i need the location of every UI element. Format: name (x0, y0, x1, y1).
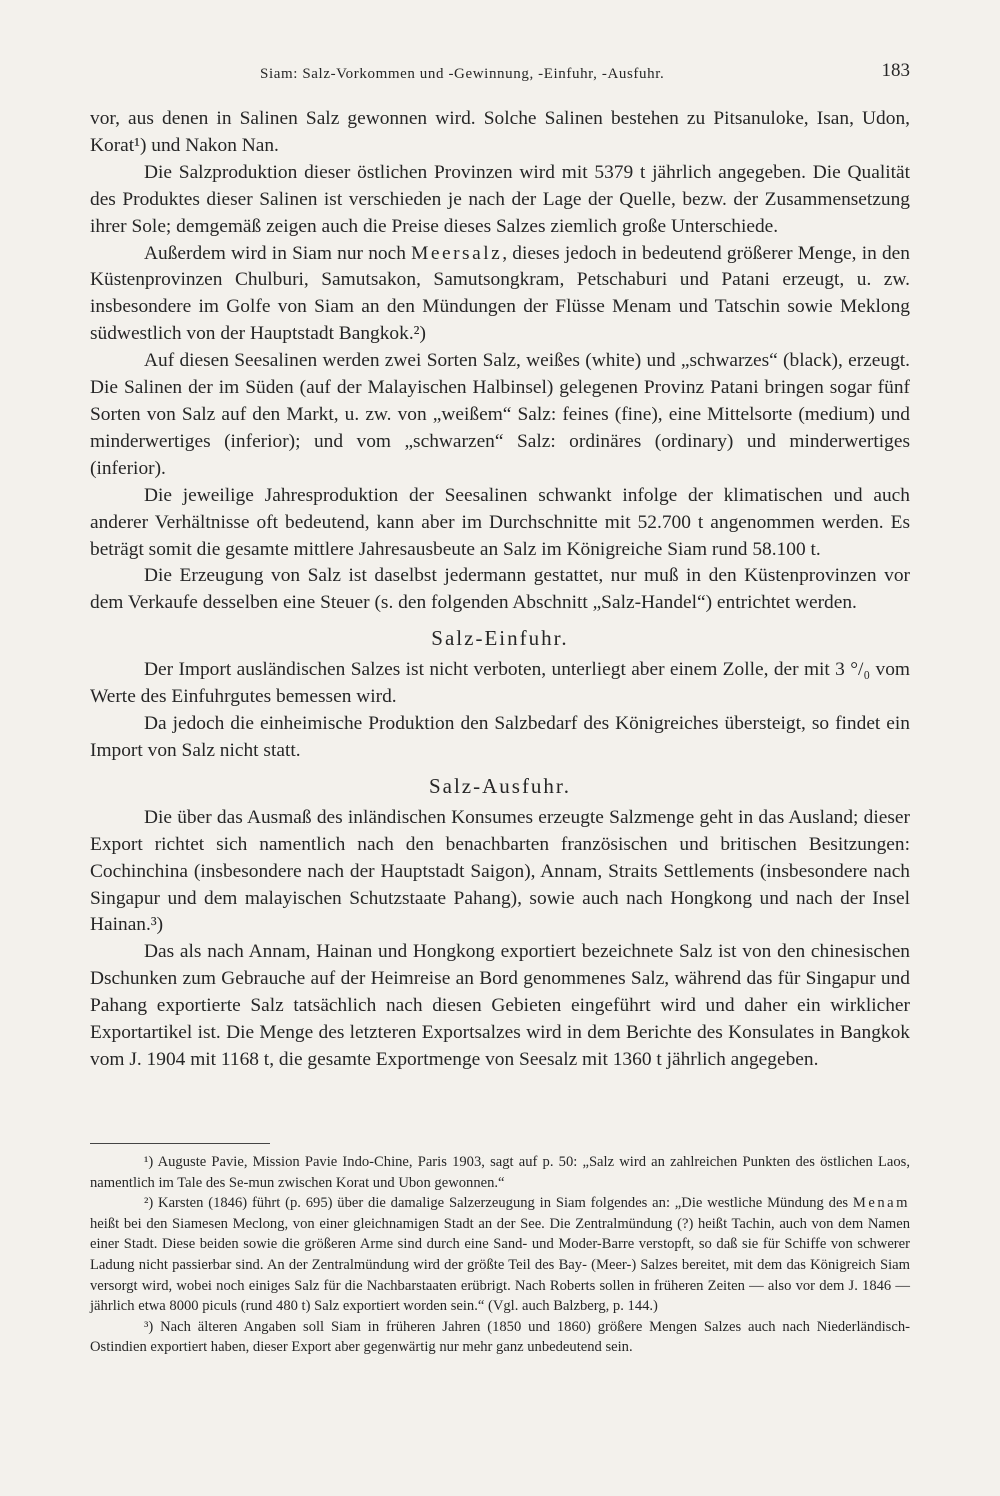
section-heading: Salz-Ausfuhr. (428, 773, 572, 798)
paragraph: Das als nach Annam, Hainan und Hongkong exportiert bezeichnete Salz ist von den chinesischen Dschunken zum Gebrauche auf der Heimreise an Bord genommenes Salz, während das für Singapur und Pahang exportierte Salz tatsächlich nach diesen Gebieten eingeführt wird und daher ein wirklicher Exportartikel ist. Die Menge des letzteren Exportsalzes wird in dem Berichte des Konsulates in Bangkok vom J. 1904 mit 1168 t, die gesamte Exportmenge von Seesalz mit 1360 t jährlich angegeben. (90, 941, 910, 1070)
footnote: ³) Nach älteren Angaben soll Siam in früheren Jahren (1850 und 1860) größere Mengen Salzes auch nach Niederländisch-Ostindien exportiert haben, dieser Export aber gegenwärtig nur mehr ganz unbedeutend sein. (90, 1318, 910, 1356)
paragraph (90, 241, 910, 349)
paragraph: Die Erzeugung von Salz ist daselbst jedermann gestattet, nur muß in den Küstenprovinzen vor dem Verkaufe desselben eine Steuer (s. den folgenden Abschnitt „Salz-Handel“) entrichtet werden. (90, 565, 910, 614)
page-number: 183 (881, 60, 910, 81)
footnote-text: ²) Karsten (1846) führt (p. 695) über die damalige Salzerzeugung in Siam folgendes an: „Die westliche Mündung des (144, 1195, 853, 1212)
footnote-divider (90, 1143, 270, 1144)
paragraph: vor, aus denen in Salinen Salz gewonnen wird. Solche Salinen bestehen zu Pitsanuloke, Isan, Udon, Korat¹) und Nakon Nan. (90, 108, 910, 156)
paragraph: Auf diesen Seesalinen werden zwei Sorten Salz, weißes (white) und „schwarzes“ (black), erzeugt. Die Salinen der im Süden (auf der Malayischen Halbinsel) gelegenen Provinz Patani bringen sogar fünf Sorten von Salz auf den Markt, u. zw. von „weißem“ Salz: feines (fine), eine Mittelsorte (medium) und minderwertiges (inferior); und vom „schwarzen“ Salz: ordinäres (ordinary) und minderwertiges (inferior). (90, 350, 910, 479)
paragraph-text: , dieses jedoch in bedeutend größerer Menge, in den Küstenprovinzen Chulburi, Samutsakon, Samutsongkram, Petschaburi und Patani erzeugt, u. zw. insbesondere im Golfe von Siam an den Mündungen der Flüsse Menam und Tatschin sowie Meklong südwestlich von der Hauptstadt Bangkok.²) (90, 242, 910, 345)
footnote-text: heißt bei den Siamesen Meclong, von einer gleichnamigen Stadt an der See. Die Zentralmündung (?) heißt Tachin, auch von dem Namen einer Stadt. Diese beiden sowie die größeren Arme sind durch eine Sand- und Moder-Barre verstopft, so daß sie für Schiffe von schwerer Ladung nicht passierbar sind. An der Zentralmündung wird der größte Teil des Bay- (Meer-) Salzes bereitet, mit dem das Königreich Siam versorgt wird, wobei noch einiges Salz für die Nachbarstaaten erübrigt. Nach Roberts sollen in früheren Zeiten — also vor dem J. 1846 — jährlich etwa 8000 piculs (rund 480 t) Salz exportiert worden sein.“ (Vgl. auch Balzberg, p. 144.) (90, 1215, 910, 1315)
body-text (90, 106, 910, 1074)
footnote: ¹) Auguste Pavie, Mission Pavie Indo-Chine, Paris 1903, sagt auf p. 50: „Salz wird an zahlreichen Punkten des östlichen Laos, namentlich im Tale des Se-mun zwischen Korat und Ubon gewonnen.“ (90, 1154, 910, 1191)
page-header (90, 58, 910, 88)
running-head: Siam: Salz-Vorkommen und -Gewinnung, -Einfuhr, -Ausfuhr. (260, 66, 665, 82)
paragraph: Da jedoch die einheimische Produktion den Salzbedarf des Königreiches übersteigt, so findet ein Import von Salz nicht statt. (90, 713, 910, 761)
paragraph: Der Import ausländischen Salzes ist nicht verboten, unterliegt aber einem Zolle, der mit 3 °/₀ vom Werte des Einfuhrgutes bemessen wird. (90, 659, 910, 708)
footnotes (90, 1152, 910, 1358)
paragraph: Die über das Ausmaß des inländischen Konsumes erzeugte Salzmenge geht in das Ausland; dieser Export richtet sich namentlich nach den benachbarten französischen und britischen Besitzungen: Cochinchina (insbesondere nach der Hauptstadt Saigon), Annam, Straits Settlements (insbesondere nach Singapur und dem malayischen Schutzstaate Pahang), sowie auch nach Hongkong und nach der Insel Hainan.³) (90, 806, 910, 936)
footnote (90, 1193, 910, 1317)
spaced-emphasis: Meersalz (411, 242, 503, 264)
spaced-emphasis: Menam (852, 1195, 910, 1212)
section-heading: Salz-Einfuhr. (431, 626, 569, 651)
paragraph-text: Außerdem wird in Siam nur noch (144, 242, 412, 264)
paragraph: Die jeweilige Jahresproduktion der Seesalinen schwankt infolge der klimatischen und auch anderer Verhältnisse oft bedeutend, kann aber im Durchschnitte mit 52.700 t angenommen werden. Es beträgt somit die gesamte mittlere Jahresausbeute an Salz im Königreiche Siam rund 58.100 t. (90, 484, 910, 560)
paragraph: Die Salzproduktion dieser östlichen Provinzen wird mit 5379 t jährlich angegeben. Die Qualität des Produktes dieser Salinen ist verschieden je nach der Lage der Quelle, bezw. der Zusammensetzung ihrer Sole; demgemäß zeigen auch die Preise dieses Salzes ziemlich große Unterschiede. (90, 161, 910, 237)
